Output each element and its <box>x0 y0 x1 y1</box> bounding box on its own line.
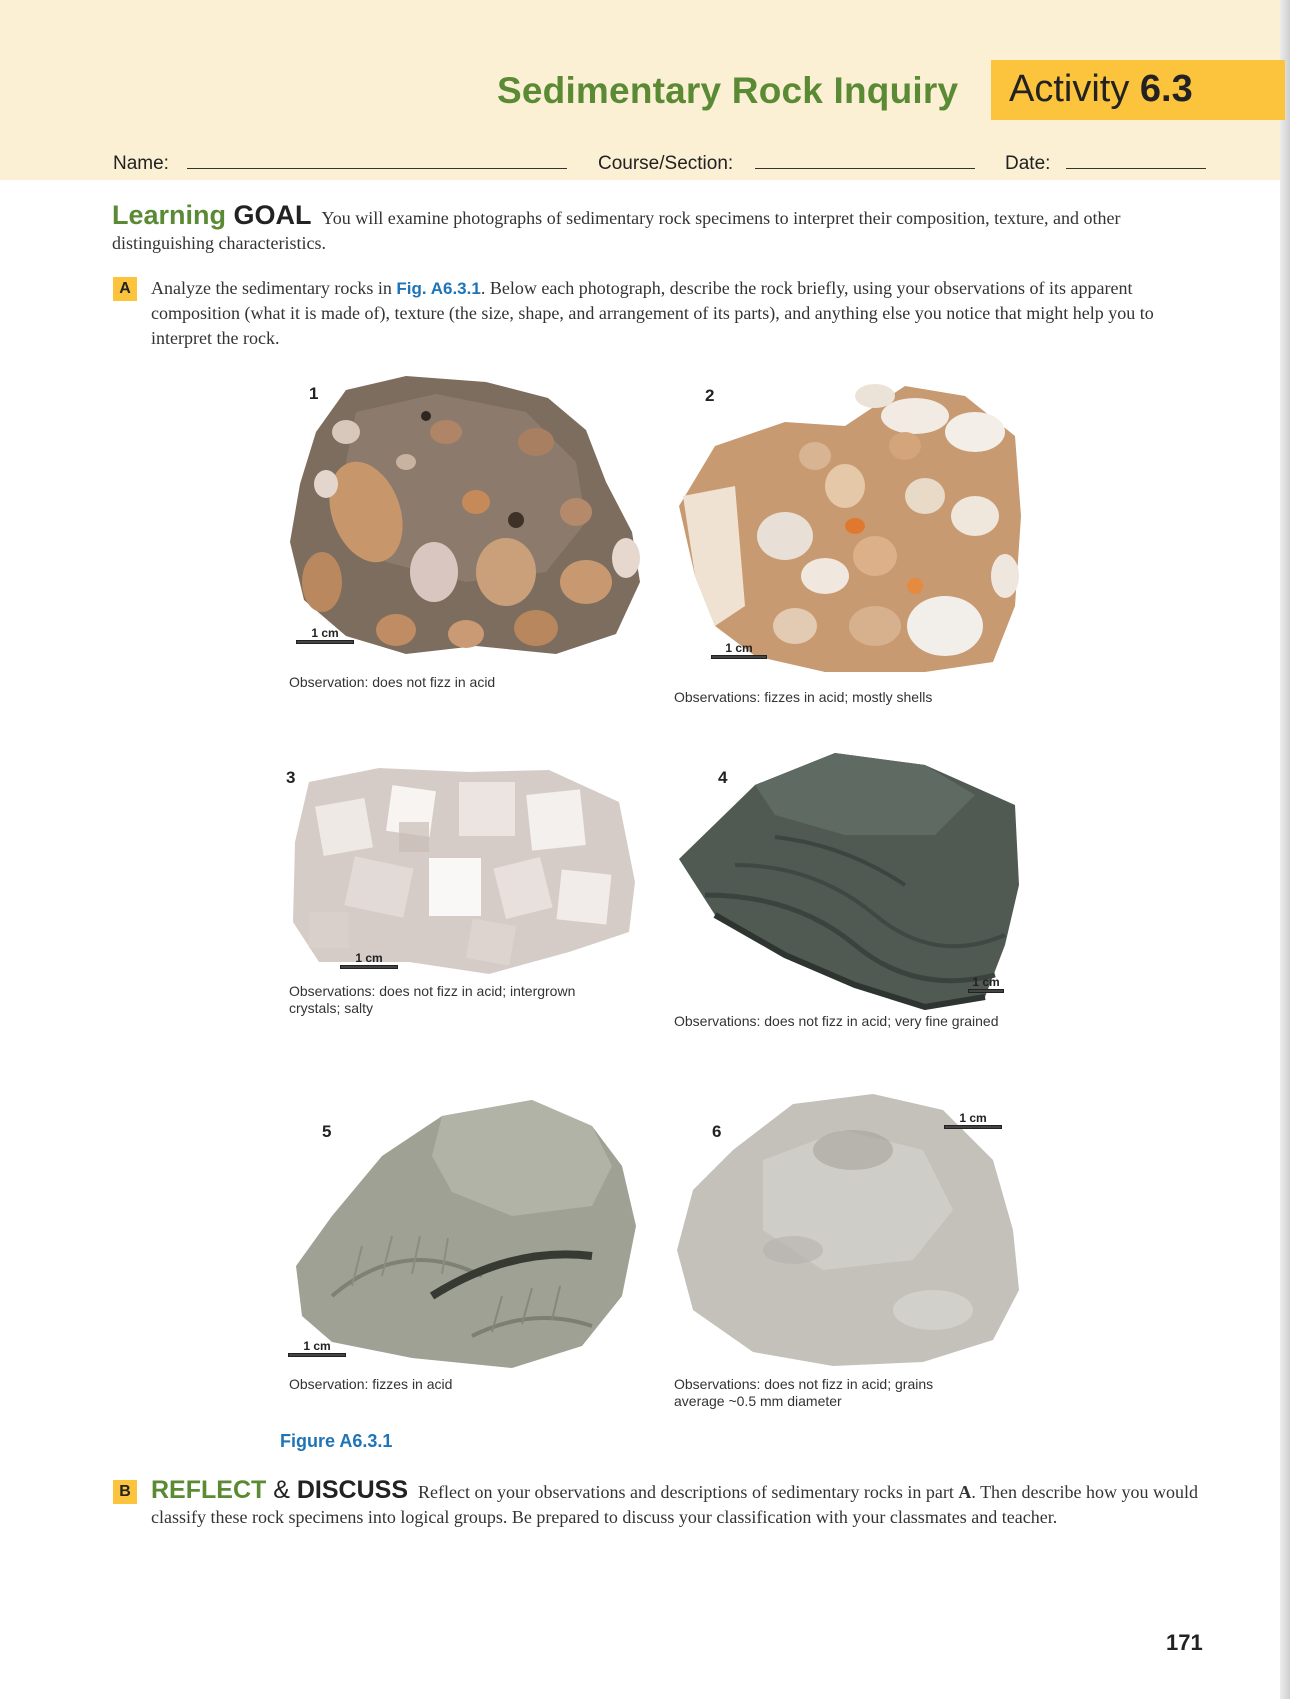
specimen-number-6: 6 <box>712 1122 722 1141</box>
page-number: 171 <box>1166 1630 1203 1655</box>
task-a-text-start: Analyze the sedimentary rocks in <box>151 278 397 298</box>
course-section-field[interactable] <box>755 168 975 169</box>
rock-photo-4-shale <box>675 745 1025 1010</box>
page-edge-shadow <box>1280 0 1290 1699</box>
learning-goal-text: You will examine photographs of sedimentary rock specimens to interpret their composition, texture, and other distinguishing characteristics. <box>112 208 1121 253</box>
scale-label-5: 1 cm <box>303 1339 331 1353</box>
activity-number: 6.3 <box>1139 68 1193 110</box>
learning-goal-heading <box>112 200 312 230</box>
scale-bar-1 <box>296 627 354 644</box>
rock-photo-1-conglomerate <box>286 372 642 658</box>
scale-line-1 <box>296 640 354 644</box>
scale-line-4 <box>968 989 1004 993</box>
name-field[interactable] <box>187 168 567 169</box>
ampersand: & <box>273 1476 290 1504</box>
specimen-number-2: 2 <box>705 386 715 405</box>
task-b-text-end: . Then describe how you would classify these rock specimens into logical groups. Be prepared to discuss your classification with your classmates and teacher. <box>151 1482 1199 1527</box>
rock-photo-6-sandstone <box>673 1090 1023 1368</box>
scale-bar-6 <box>944 1112 1002 1129</box>
scale-line-2 <box>711 655 767 659</box>
activity-label <box>1009 68 1193 111</box>
scale-label-2: 1 cm <box>725 641 753 655</box>
page-title: Sedimentary Rock Inquiry <box>497 70 959 111</box>
learning-goal <box>112 200 1202 256</box>
caption-4: Observations: does not fizz in acid; very fine grained <box>674 1013 999 1029</box>
date-field[interactable] <box>1066 168 1206 169</box>
scale-label-6: 1 cm <box>959 1111 987 1125</box>
task-a-instructions <box>151 276 1201 351</box>
specimen-number-3: 3 <box>286 768 296 787</box>
task-a-marker: A <box>113 277 137 301</box>
scale-bar-3 <box>340 952 398 969</box>
goal-word: GOAL <box>233 200 312 230</box>
task-b-marker: B <box>113 1480 137 1504</box>
scale-bar-4 <box>968 976 1004 993</box>
discuss-word: DISCUSS <box>296 1476 409 1504</box>
learning-word: Learning <box>112 200 227 230</box>
scale-bar-2 <box>711 642 767 659</box>
scale-line-3 <box>340 965 398 969</box>
caption-3: Observations: does not fizz in acid; intergrown crystals; salty <box>289 983 576 1016</box>
name-label: Name: <box>113 153 169 174</box>
scale-label-1: 1 cm <box>311 626 339 640</box>
task-a-text-end: . Below each photograph, describe the rock briefly, using your observations of its apparent composition (what it is made of), texture (the size, shape, and arrangement of its parts), and anything else you notice that might help you to interpret the rock. <box>151 278 1154 348</box>
caption-5: Observation: fizzes in acid <box>289 1376 453 1392</box>
figure-label: Figure A6.3.1 <box>280 1431 393 1451</box>
reflect-discuss-heading <box>151 1476 408 1504</box>
caption-2: Observations: fizzes in acid; mostly shells <box>674 689 933 705</box>
activity-badge <box>991 60 1285 120</box>
scale-line-5 <box>288 1353 346 1357</box>
scale-label-4: 1 cm <box>972 975 1000 989</box>
activity-word: Activity <box>1009 68 1130 110</box>
scale-bar-5 <box>288 1340 346 1357</box>
scale-label-3: 1 cm <box>355 951 383 965</box>
rock-photo-5-fossil-shale <box>292 1096 637 1371</box>
reflect-word: REFLECT <box>151 1476 267 1504</box>
date-label: Date: <box>1005 153 1051 174</box>
task-b-text-start: Reflect on your observations and descriptions of sedimentary rocks in part <box>418 1482 959 1502</box>
figure-reference-link[interactable]: Fig. A6.3.1 <box>396 279 481 298</box>
caption-1: Observation: does not fizz in acid <box>289 674 496 690</box>
specimen-number-1: 1 <box>309 384 319 403</box>
specimen-number-5: 5 <box>322 1122 332 1141</box>
course-section-label: Course/Section: <box>598 153 734 174</box>
part-a-reference: A <box>958 1482 972 1502</box>
scale-line-6 <box>944 1125 1002 1129</box>
rock-photo-2-coquina <box>675 376 1025 676</box>
specimen-number-4: 4 <box>718 768 728 787</box>
rock-photo-3-rock-salt <box>289 762 639 977</box>
task-b-instructions <box>151 1478 1201 1530</box>
worksheet-header <box>0 0 1280 180</box>
caption-6: Observations: does not fizz in acid; grains average ~0.5 mm diameter <box>674 1376 934 1409</box>
